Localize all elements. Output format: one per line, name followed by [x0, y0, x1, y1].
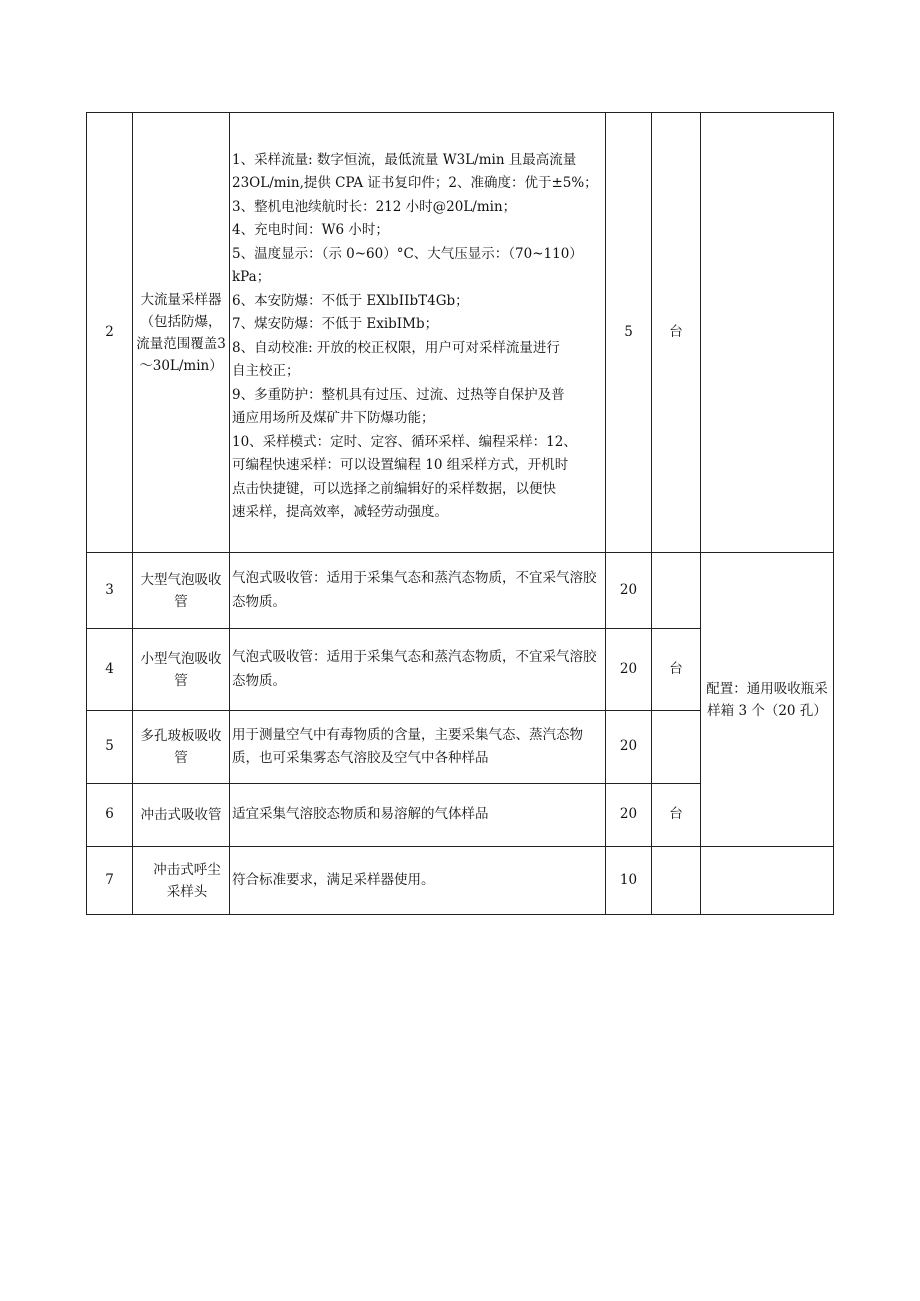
item-spec [230, 113, 606, 553]
item-spec: 适宜采集气溶胶态物质和易溶解的气体样品 [230, 784, 606, 847]
item-quantity: 5 [606, 113, 652, 553]
item-quantity: 20 [606, 553, 652, 629]
item-unit [652, 711, 701, 784]
item-quantity: 20 [606, 784, 652, 847]
spec-line: kPa； [232, 269, 271, 285]
item-name: 冲击式呼尘采样头 [133, 847, 230, 915]
item-name: 小型气泡吸收管 [133, 629, 230, 711]
shared-note: 配置：通用吸收瓶采样箱 3 个（20 孔） [701, 553, 834, 847]
item-spec: 气泡式吸收管：适用于采集气态和蒸汽态物质，不宜采气溶胶态物质。 [230, 629, 606, 711]
row-number: 4 [87, 629, 133, 711]
spec-line: 3、整机电池续航时长：212 小时@20L/min； [232, 198, 517, 215]
item-spec: 气泡式吸收管：适用于采集气态和蒸汽态物质，不宜采气溶胶态物质。 [230, 553, 606, 629]
spec-line: 6、本安防爆：不低于 EXlbIIbT4Gb； [232, 292, 469, 309]
item-quantity: 20 [606, 629, 652, 711]
item-name: 大型气泡吸收管 [133, 553, 230, 629]
item-note [701, 113, 834, 553]
row-number: 7 [87, 847, 133, 915]
item-spec: 符合标准要求，满足采样器使用。 [230, 847, 606, 915]
table-row [87, 847, 834, 915]
item-unit: 台 [652, 113, 701, 553]
spec-line: 8、自动校准: 开放的校正权限，用户可对采样流量进行 [232, 339, 560, 356]
spec-line: 9、多重防护：整机具有过压、过流、过热等自保护及普 [232, 386, 565, 403]
item-spec: 用于测量空气中有毒物质的含量，主要采集气态、蒸汽态物质，也可采集雾态气溶胶及空气中各种样品 [230, 711, 606, 784]
spec-line: 5、温度显示：（示 0~60）°C、大气压显示：（70~110） [232, 245, 583, 262]
spec-line: 23OL/min,提供 CPA 证书复印件；2、准确度：优于±5%； [232, 175, 598, 191]
spec-line: 速采样，提高效率，减轻劳动强度。 [232, 504, 448, 520]
row-number: 5 [87, 711, 133, 784]
item-name: 多孔玻板吸收管 [133, 711, 230, 784]
item-quantity: 20 [606, 711, 652, 784]
item-unit [652, 553, 701, 629]
item-note [701, 847, 834, 915]
row-number: 6 [87, 784, 133, 847]
spec-line: 4、充电时间：W6 小时； [232, 222, 389, 238]
equipment-table [86, 112, 834, 915]
spec-line: 1、采样流量: 数字恒流，最低流量 W3L/min 且最高流量 [232, 151, 577, 168]
table-row [87, 553, 834, 629]
table-row [87, 113, 834, 553]
spec-line: 7、煤安防爆：不低于 ExibIMb； [232, 316, 439, 332]
spec-line: 通应用场所及煤矿井下防爆功能； [232, 410, 435, 426]
spec-line: 自主校正； [232, 363, 300, 379]
item-name: 冲击式吸收管 [133, 784, 230, 847]
item-name: 大流量采样器（包括防爆，流量范围覆盖3～30L/min） [133, 113, 230, 553]
item-quantity: 10 [606, 847, 652, 915]
row-number: 3 [87, 553, 133, 629]
item-unit: 台 [652, 629, 701, 711]
spec-line: 10、采样模式：定时、定容、循环采样、编程采样：12、 [232, 433, 577, 450]
spec-line: 点击快捷键，可以选择之前编辑好的采样数据，以便快 [232, 480, 556, 497]
row-number: 2 [87, 113, 133, 553]
item-unit [652, 847, 701, 915]
item-unit: 台 [652, 784, 701, 847]
spec-line: 可编程快速采样：可以设置编程 10 组采样方式，开机时 [232, 457, 569, 473]
